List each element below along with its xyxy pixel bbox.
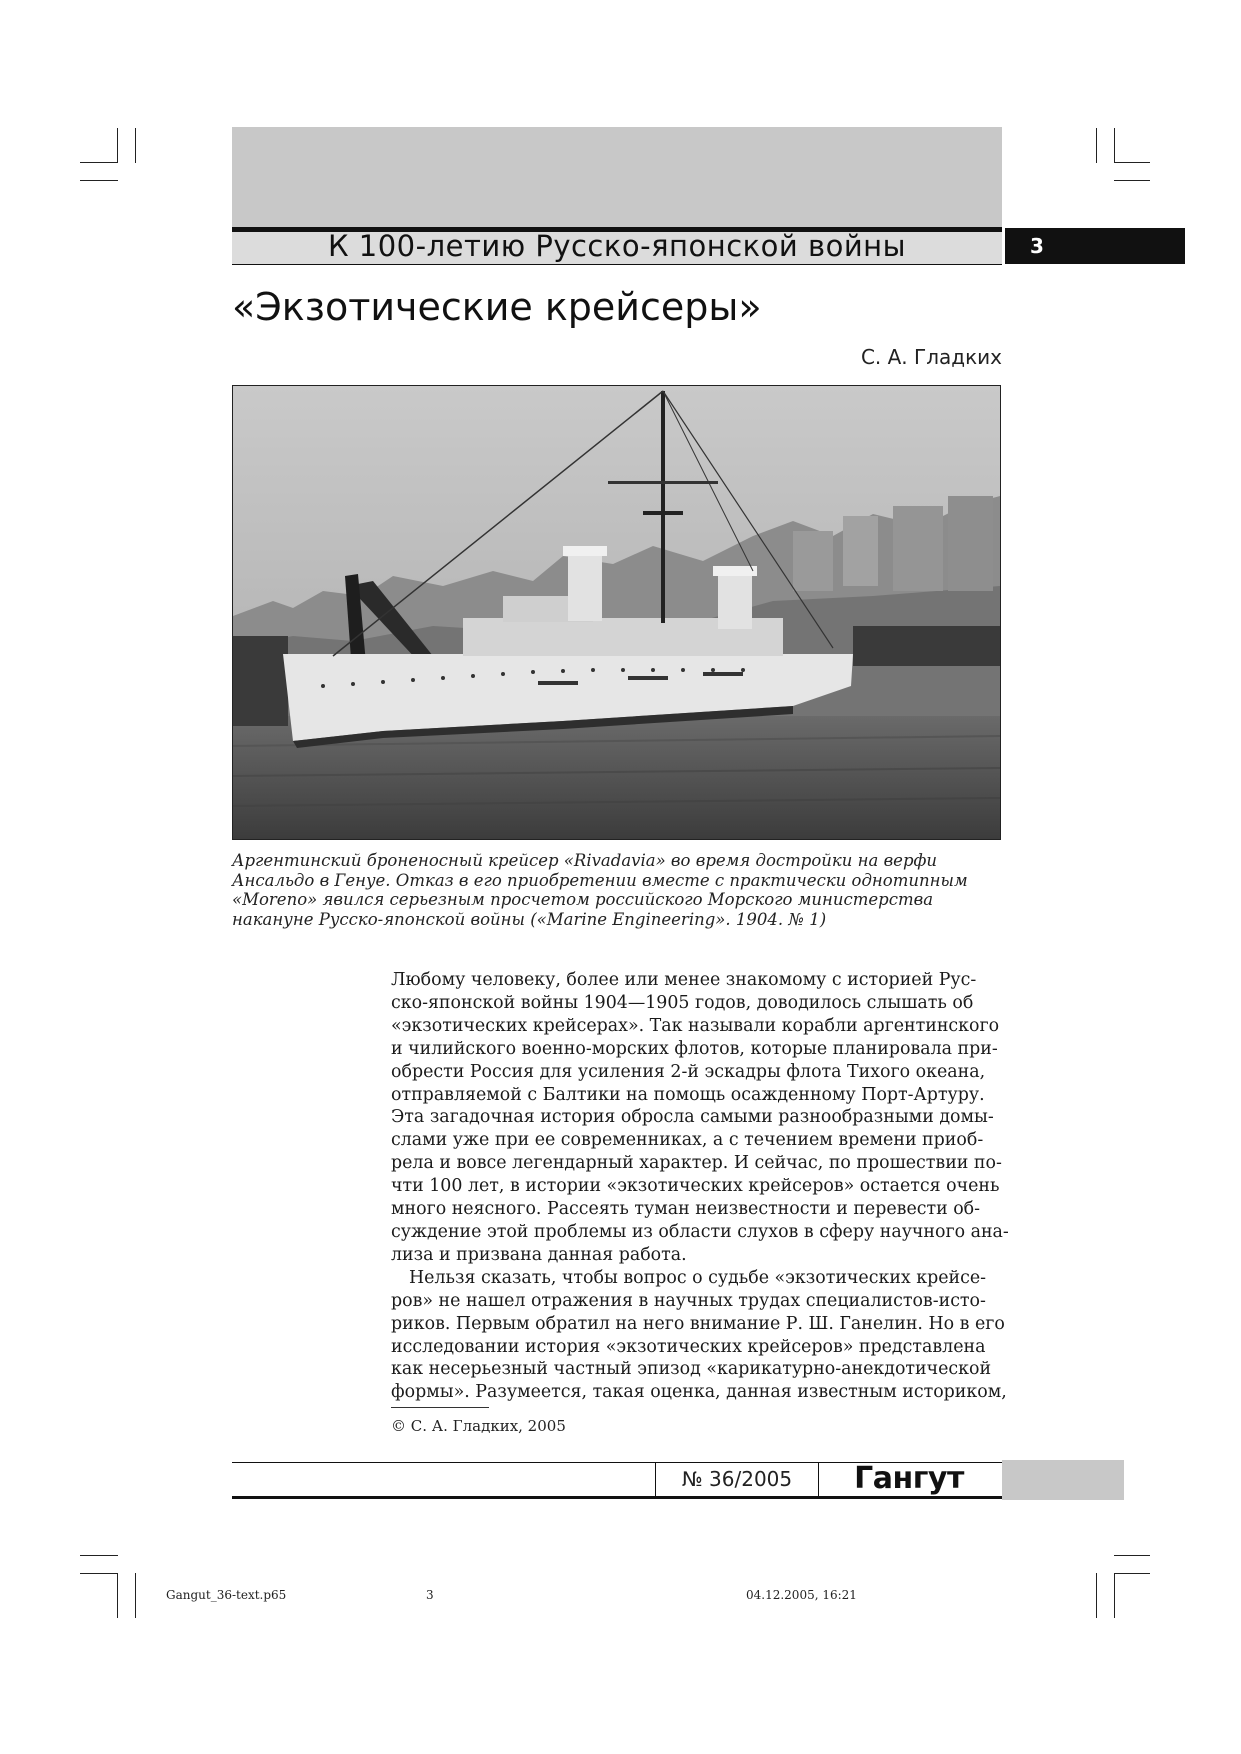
body-line: формы». Разумеется, такая оценка, данная известным историком,	[391, 1382, 1007, 1403]
crop-mark	[117, 1573, 118, 1618]
crop-mark	[1114, 128, 1115, 163]
caption-line: «Moreno» явился серьезным просчетом российского Морского министерства	[232, 890, 934, 909]
body-line: как несерьезный частный эпизод «карикатурно-анекдотической	[391, 1359, 992, 1380]
footer-divider	[818, 1462, 819, 1496]
caption-line: Аргентинский броненосный крейсер «Rivadavia» во время достройки на верфи	[232, 851, 938, 870]
body-line: суждение этой проблемы из области слухов в сферу научного ана-	[391, 1221, 1009, 1242]
crop-mark	[135, 1573, 136, 1618]
crop-mark	[80, 1573, 118, 1574]
issue-number: № 36/2005	[681, 1467, 793, 1491]
body-line: исследовании история «экзотических крейсеров» представлена	[391, 1336, 986, 1357]
caption-line: накануне Русско-японской войны («Marine Engineering». 1904. № 1)	[232, 909, 827, 929]
body-line: риков. Первым обратил на него внимание Р. Ш. Ганелин. Но в его	[391, 1313, 1005, 1334]
crop-mark	[1096, 128, 1097, 163]
article-author: С. А. Гладких	[860, 345, 1002, 369]
body-line: ско-японской войны 1904—1905 годов, доводилось слышать об	[391, 992, 974, 1013]
footer-grey-block	[1002, 1460, 1124, 1500]
body-line: Нельзя сказать, чтобы вопрос о судьбе «экзотических крейсе-	[409, 1267, 987, 1288]
crop-mark	[1114, 1573, 1150, 1574]
article-body	[391, 969, 1009, 1404]
crop-mark	[135, 128, 136, 163]
body-line: «экзотических крейсерах». Так называли корабли аргентинского	[391, 1015, 1000, 1036]
body-line: лиза и призвана данная работа.	[391, 1244, 687, 1265]
header-grey-block	[232, 127, 1002, 227]
body-line: Любому человеку, более или менее знакомому с историей Рус-	[391, 970, 977, 990]
body-line: отправляемой с Балтики на помощь осажденному Порт-Артуру.	[391, 1084, 985, 1105]
footnote-rule	[391, 1407, 489, 1408]
page-number: 3	[1030, 234, 1044, 258]
body-line: ров» не нашел отражения в научных трудах специалистов-исто-	[391, 1290, 986, 1311]
crop-mark	[1114, 1555, 1150, 1556]
body-line: чти 100 лет, в истории «экзотических крейсеров» остается очень	[391, 1176, 1000, 1197]
body-line: Эта загадочная история обросла самыми разнообразными домы-	[391, 1107, 994, 1128]
body-line: рела и вовсе легендарный характер. И сейчас, по прошествии по-	[391, 1153, 1002, 1174]
section-title: К 100-летию Русско-японской войны	[327, 229, 907, 263]
photo-caption	[232, 851, 1002, 929]
crop-mark	[1096, 1573, 1097, 1618]
slug-filename: Gangut_36-text.p65	[166, 1588, 287, 1602]
crop-mark	[80, 162, 118, 163]
crop-mark	[80, 1555, 118, 1556]
body-line: много неясного. Рассеять туман неизвестности и перевести об-	[391, 1199, 981, 1220]
crop-mark	[117, 128, 118, 163]
slug-page: 3	[426, 1588, 434, 1602]
header-bottom-rule	[232, 264, 1002, 265]
cruiser-photo	[232, 385, 1001, 840]
article-title: «Экзотические крейсеры»	[232, 285, 762, 329]
crop-mark	[1114, 180, 1150, 181]
body-line: обрести Россия для усиления 2-й эскадры флота Тихого океана,	[391, 1061, 986, 1082]
body-line: слами уже при ее современниках, а с течением времени приоб-	[391, 1130, 984, 1151]
body-line: и чилийского военно-морских флотов, которые планировала при-	[391, 1038, 998, 1059]
caption-line: Ансальдо в Генуе. Отказ в его приобретении вместе с практически однотипным	[232, 870, 968, 890]
copyright-footnote: © С. А. Гладких, 2005	[391, 1417, 566, 1435]
crop-mark	[1114, 1573, 1115, 1618]
magazine-logo: Гангут	[854, 1461, 964, 1496]
crop-mark	[1114, 162, 1150, 163]
slug-timestamp: 04.12.2005, 16:21	[746, 1588, 857, 1602]
crop-mark	[80, 180, 118, 181]
